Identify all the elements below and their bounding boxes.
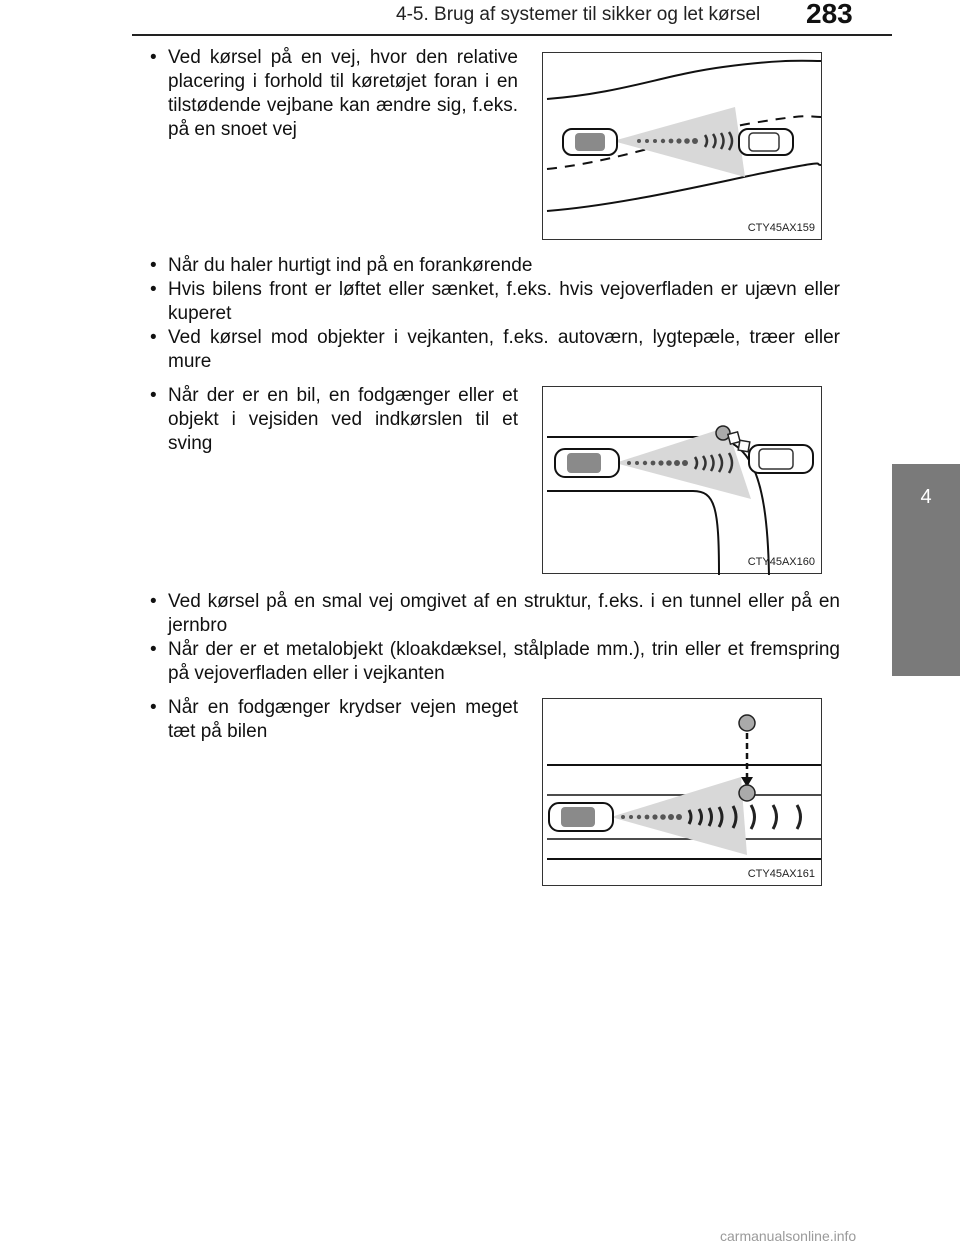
- bullet-item: • Når der er en bil, en fodgænger eller et objekt i vejsiden ved indkørslen til et sving: [146, 384, 518, 456]
- watermark-text: carmanualsonline.info: [720, 1228, 857, 1244]
- bullet-item: • Når der er et metalobjekt (kloakdæksel, stålplade mm.), trin eller et fremspring på vejoverfladen eller i vejkanten: [146, 638, 840, 686]
- bullet-item: • Ved kørsel på en smal vej omgivet af en struktur, f.eks. i en tunnel eller på en jernbro: [146, 590, 840, 638]
- chapter-label-container: [10, 550, 58, 640]
- curve-entry-illustration: [543, 387, 823, 575]
- section-title: 4-5. Brug af systemer til sikker og let kørsel: [396, 4, 761, 25]
- figure-pedestrian-crossing: [542, 698, 822, 886]
- header-divider: [132, 34, 892, 36]
- figure-caption: CTY45AX161: [747, 868, 815, 880]
- figure-caption: CTY45AX159: [747, 222, 815, 234]
- bullet-item: • Ved kørsel på en vej, hvor den relative placering i forhold til køretøjet foran i en tilstødende vejbane kan ændre sig, f.eks. på en snoet vej: [146, 46, 518, 142]
- chapter-tab: [892, 464, 960, 676]
- winding-road-illustration: [543, 53, 823, 241]
- figure-winding-road: [542, 52, 822, 240]
- bullet-item: • Når en fodgænger krydser vejen meget tæt på bilen: [146, 696, 518, 744]
- chapter-label: Kørsel: [23, 566, 46, 624]
- page-number: 283: [806, 0, 853, 29]
- chapter-number: 4: [920, 486, 932, 508]
- bullet-item: • Ved kørsel mod objekter i vejkanten, f.eks. autoværn, lygtepæle, træer eller mure: [146, 326, 840, 374]
- pedestrian-crossing-illustration: [543, 699, 823, 887]
- figure-curve-entry: [542, 386, 822, 574]
- page-header: [0, 0, 960, 40]
- bullet-item: • Når du haler hurtigt ind på en forankørende: [146, 254, 840, 278]
- bullet-item: • Hvis bilens front er løftet eller sænket, f.eks. hvis vejoverfladen er ujævn eller kuperet: [146, 278, 840, 326]
- figure-caption: CTY45AX160: [747, 556, 815, 568]
